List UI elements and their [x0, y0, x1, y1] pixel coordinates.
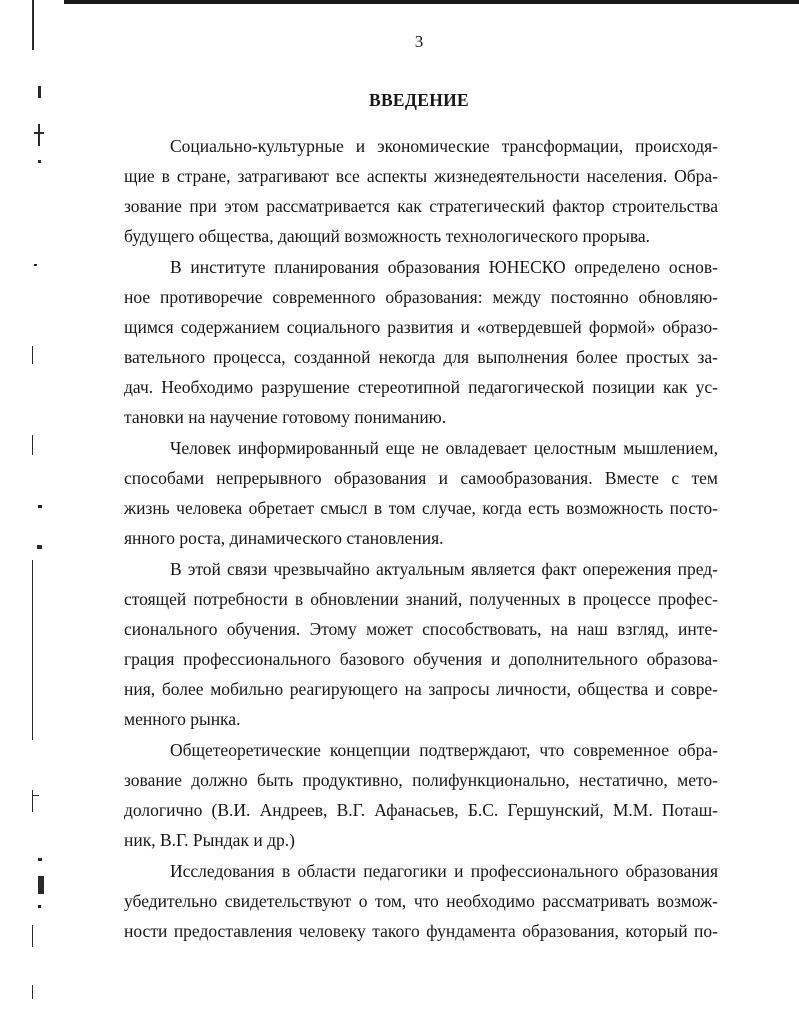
binding-edge-mark — [34, 132, 44, 134]
binding-edge-mark — [32, 925, 33, 947]
text-line: Социально-культурные и экономические трансформации, происходя- — [170, 136, 718, 156]
text-line: Общетеоретические концепции подтверждают, что современное обра- — [170, 740, 718, 760]
binding-edge-mark — [37, 545, 42, 549]
page-heading: ВВЕДЕНИЕ — [368, 90, 470, 110]
text-line: будущего общества, дающий возможность технологического прорыва. — [124, 226, 651, 246]
text-line: щимся содержанием социального развития и «отвердевшей формой» образо- — [124, 317, 718, 337]
binding-edge-mark — [38, 905, 41, 908]
text-line: менного рынка. — [124, 709, 241, 729]
text-line: Человек информированный еще не овладевает целостным мышлением, — [170, 438, 718, 458]
text-line: жизнь человека обретает смысл в том случае, когда есть возможность посто- — [124, 498, 718, 518]
scan-top-border — [64, 0, 799, 4]
binding-edge-mark — [32, 985, 33, 999]
binding-edge-mark — [34, 264, 37, 266]
binding-edge-mark — [38, 876, 44, 894]
text-line: дач. Необходимо разрушение стереотипной педагогической позиции как ус- — [124, 377, 718, 397]
binding-edge-mark — [32, 560, 33, 740]
binding-edge-mark — [38, 160, 41, 163]
text-line: зование должно быть продуктивно, полифункционально, нестатично, мето- — [124, 770, 718, 790]
text-line: янного роста, динамического становления. — [124, 528, 444, 548]
text-line: ния, более мобильно реагирующего на запросы личности, общества и совре- — [124, 679, 718, 699]
text-line: В институте планирования образования ЮНЕСКО определено основ- — [170, 257, 718, 277]
text-line: убедительно свидетельствуют о том, что необходимо рассматривать возмож- — [124, 891, 718, 911]
text-line: стоящей потребности в обновлении знаний, полученных в процессе профес- — [124, 589, 718, 609]
binding-edge-mark — [38, 505, 42, 508]
text-line: дологично (В.И. Андреев, В.Г. Афанасьев, Б.С. Гершунский, М.М. Поташ- — [124, 800, 718, 820]
text-line: зование при этом рассматривается как стратегический фактор строительства — [124, 196, 718, 216]
binding-edge-mark — [38, 124, 40, 146]
text-line: вательного процесса, созданной некогда для выполнения более простых за- — [124, 347, 718, 367]
binding-edge-mark — [33, 795, 39, 796]
text-line: грация профессионального базового обучения и дополнительного образова- — [124, 649, 718, 669]
binding-edge-mark — [32, 346, 33, 364]
text-line: В этой связи чрезвычайно актуальным является факт опережения пред- — [170, 559, 718, 579]
text-line: сионального обучения. Этому может способствовать, на наш взгляд, инте- — [124, 619, 718, 639]
binding-edge-mark — [38, 858, 42, 861]
text-line: Исследования в области педагогики и профессионального образования — [170, 861, 718, 881]
text-line: способами непрерывного образования и самообразования. Вместе с тем — [124, 468, 718, 488]
text-line: щие в стране, затрагивают все аспекты жизнедеятельности населения. Обра- — [124, 166, 718, 186]
text-line: ности предоставления человеку такого фундамента образования, который по- — [124, 921, 718, 941]
binding-edge-mark — [32, 435, 33, 455]
text-line: ное противоречие современного образования: между постоянно обновляю- — [124, 287, 718, 307]
page-number: 3 — [414, 32, 424, 51]
binding-edge-mark — [32, 790, 33, 812]
text-line: тановки на научение готовому пониманию. — [124, 407, 447, 427]
text-line: ник, В.Г. Рындак и др.) — [124, 830, 295, 850]
